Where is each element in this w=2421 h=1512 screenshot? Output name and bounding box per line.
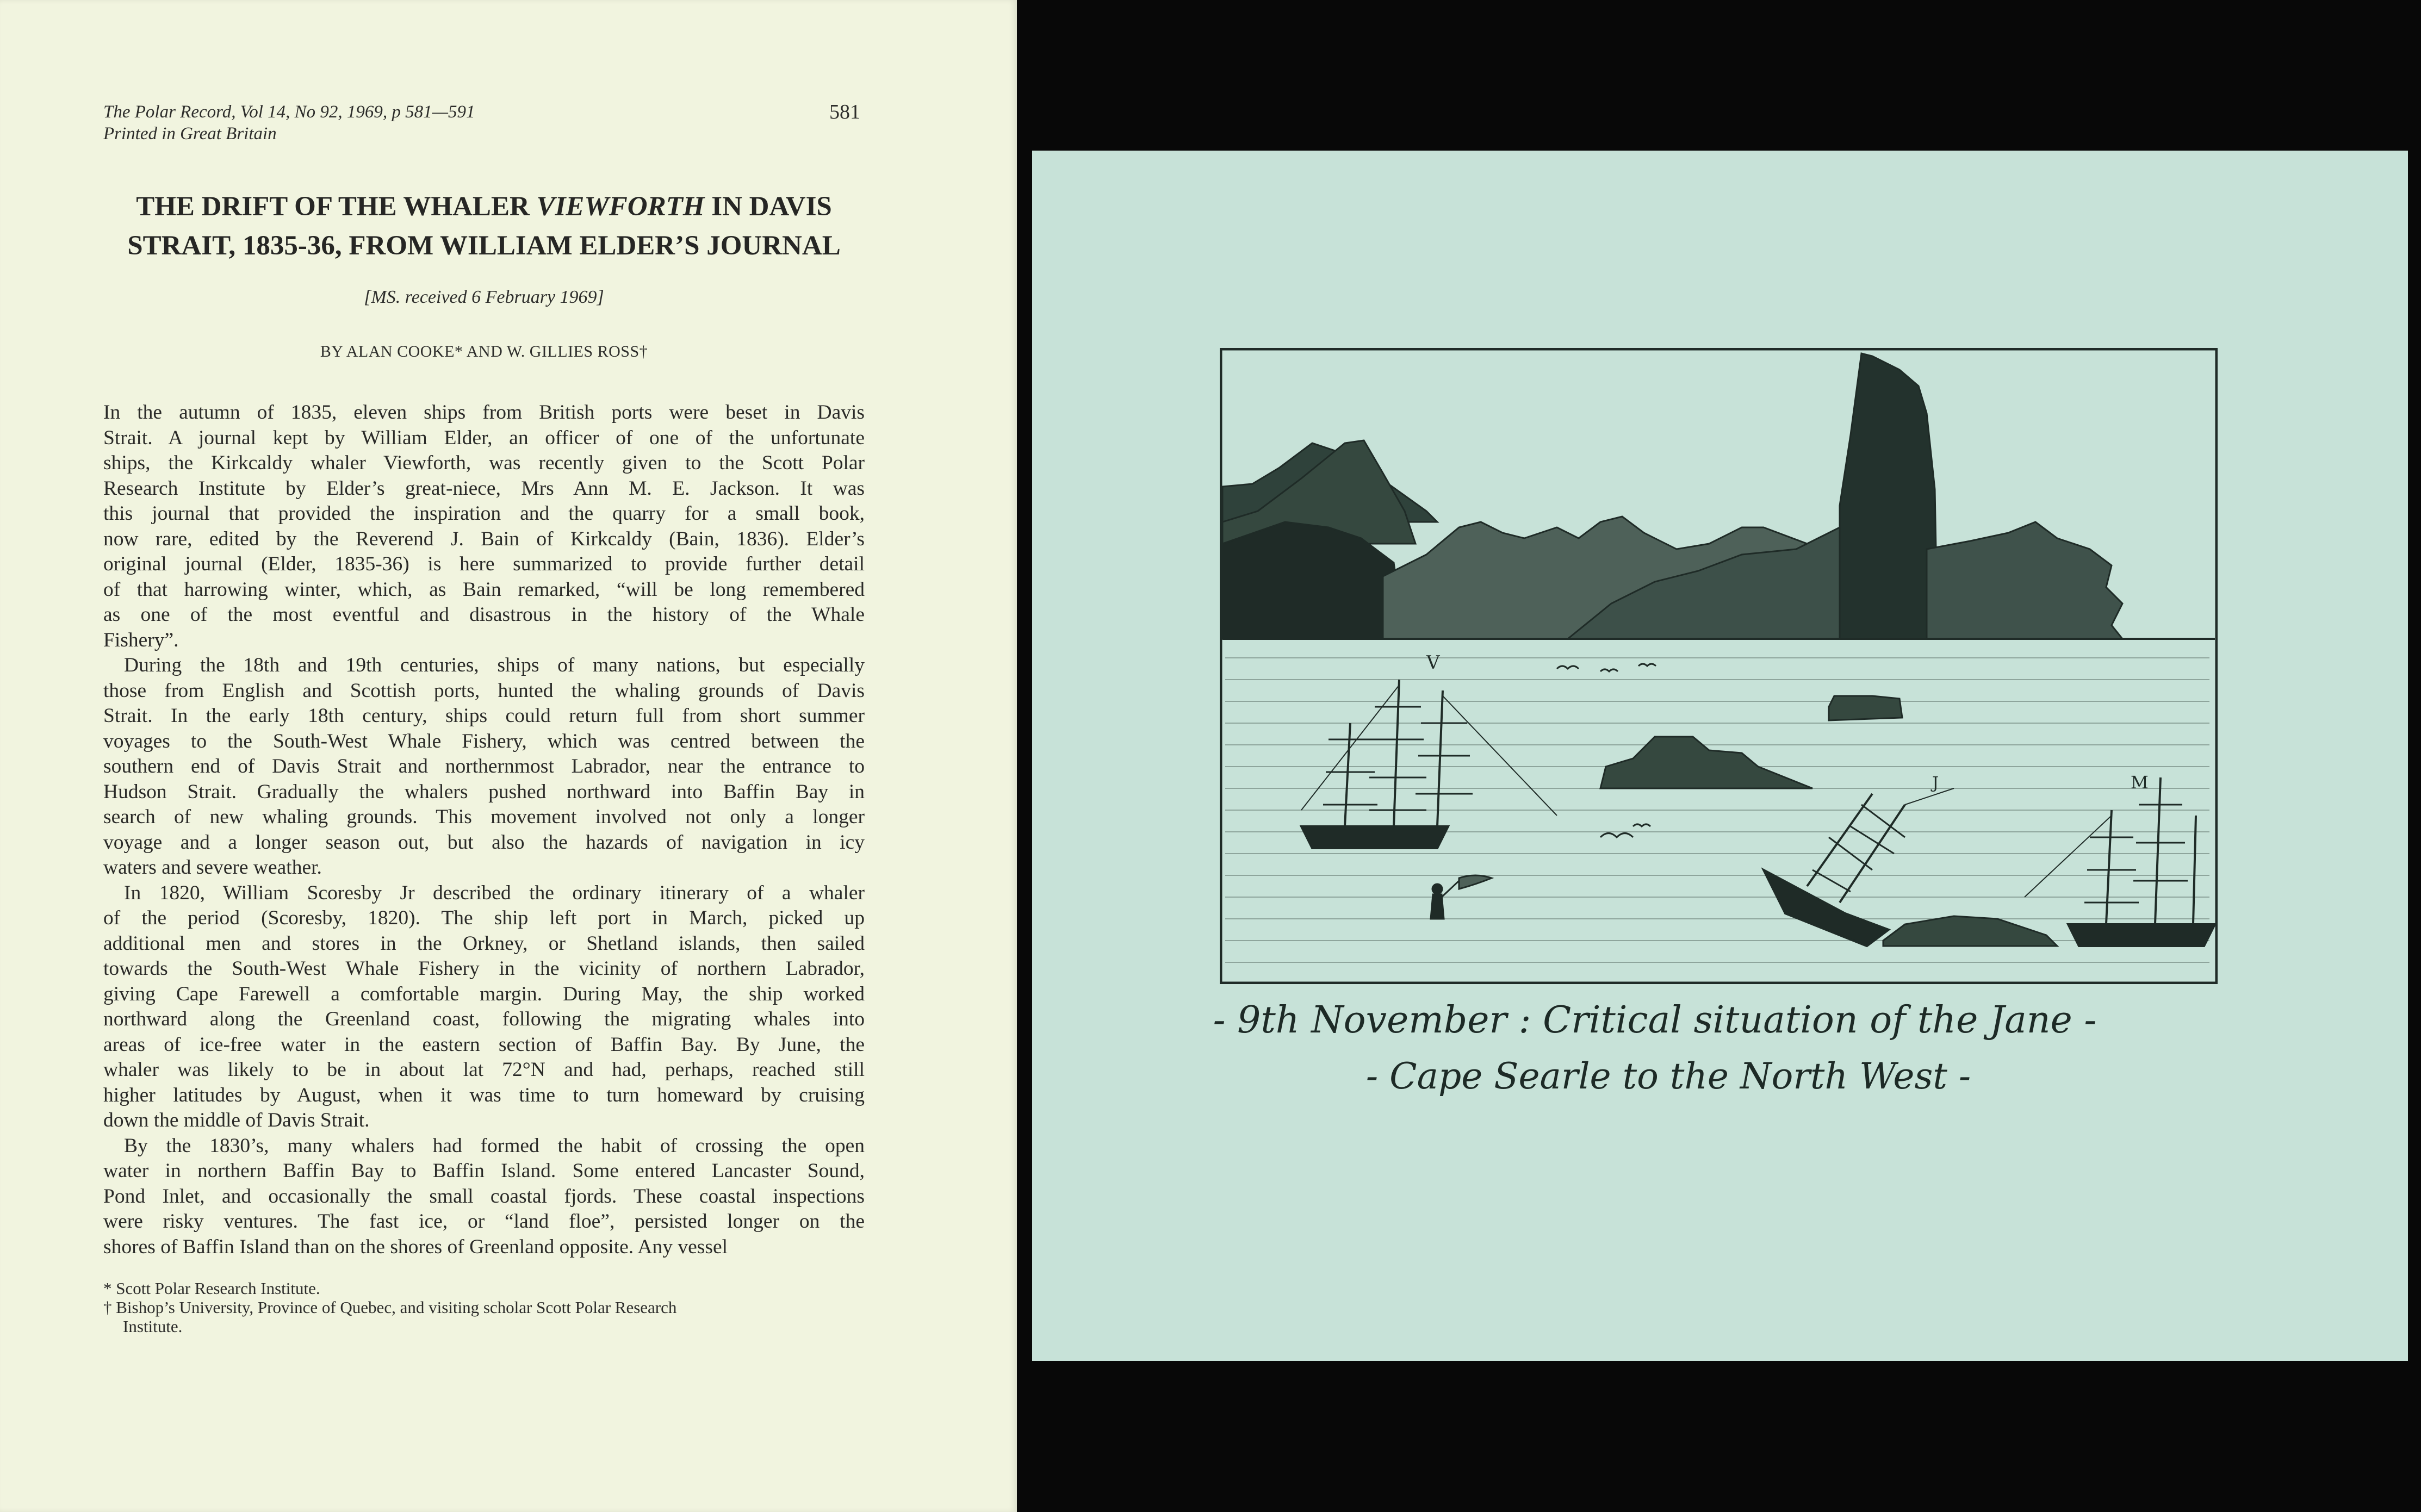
body-line: of the period (Scoresby, 1820). The ship left port in March, picked up [103,907,865,929]
received-date-text: [MS. received 6 February 1969] [364,287,604,307]
journal-reference-line-2: Printed in Great Britain [103,124,277,144]
illustration-page [1032,151,2408,1361]
footnote-1: * Scott Polar Research Institute. [103,1279,320,1298]
body-line: this journal that provided the inspiration and the quarry for a small book, [103,502,865,525]
footnotes [103,1279,865,1336]
body-line: were risky ventures. The fast ice, or “land floe”, persisted longer on the [103,1210,865,1233]
body-line: towards the South-West Whale Fishery in the vicinity of northern Labrador, [103,957,865,980]
body-line: now rare, edited by the Reverend J. Bain of Kirkcaldy (Bain, 1836). Elder’s [103,527,865,550]
mountain-range [1222,353,2122,639]
title-text-a: THE DRIFT OF THE WHALER [136,191,537,222]
body-line: Strait. In the early 18th century, ships could return full from short summer [103,705,865,727]
body-line: higher latitudes by August, when it was time to turn homeward by cruising [103,1084,865,1106]
iceberg-small [1829,696,1902,720]
whaler-sketch [1220,348,2218,984]
body-line: voyage and a longer season out, but also the hazards of navigation in icy [103,831,865,854]
received-date [103,287,865,308]
body-line: those from English and Scottish ports, hunted the whaling grounds of Davis [103,679,865,702]
body-line: Hudson Strait. Gradually the whalers pushed northward into Baffin Bay in [103,780,865,803]
article-page [0,0,1017,1512]
ship-label-j: J [1932,774,1939,793]
ship-label-m: M [2131,772,2149,793]
body-line: Fishery”. [103,629,179,651]
author-line: BY ALAN COOKE* AND W. GILLIES ROSS† [320,343,648,360]
footnote-2-continuation: Institute. [123,1317,183,1336]
ship-label-v: V [1426,652,1440,674]
body-line: of that harrowing winter, which, as Bain remarked, “will be long remembered [103,578,865,601]
body-line: voyages to the South-West Whale Fishery, which was centred between the [103,730,865,752]
journal-reference-line-1: The Polar Record, Vol 14, No 92, 1969, p 581—591 [103,102,475,122]
article-body [103,400,865,1260]
caption-line-1: - 9th November : Critical situation of the Jane - [1213,999,2097,1042]
footnote-2: † Bishop’s University, Province of Quebec, and visiting scholar Scott Polar Research [103,1298,677,1317]
caption-line-2: - Cape Searle to the North West - [1365,1055,1971,1097]
iceberg-floe [1883,916,2057,946]
body-line: original journal (Elder, 1835-36) is here summarized to provide further detail [103,553,865,575]
body-line: down the middle of Davis Strait. [103,1109,370,1131]
page-number: 581 [829,101,860,123]
body-line: as one of the most eventful and disastrous in the history of the Whale [103,603,865,626]
body-line: Strait. A journal kept by William Elder, an officer of one of the unfortunate [103,426,865,449]
body-line: waters and severe weather. [103,856,322,879]
body-line: northward along the Greenland coast, following the migrating whales into [103,1008,865,1030]
sketch-frame [1221,349,2217,983]
body-line: Research Institute by Elder’s great-niece, Mrs Ann M. E. Jackson. It was [103,477,865,500]
body-line: During the 18th and 19th centuries, ships of many nations, but especially [124,654,865,676]
body-line: water in northern Baffin Bay to Baffin Island. Some entered Lancaster Sound, [103,1160,865,1182]
body-line: In 1820, William Scoresby Jr described the ordinary itinerary of a whaler [124,881,865,904]
body-line: By the 1830’s, many whalers had formed the habit of crossing the open [124,1134,865,1157]
title-text-b: IN DAVIS [704,191,832,222]
body-line: Pond Inlet, and occasionally the small coastal fjords. These coastal inspections [103,1185,865,1208]
body-line: search of new whaling grounds. This movement involved not only a longer [103,806,865,828]
body-line: whaler was likely to be in about lat 72°N and had, perhaps, reached still [103,1059,865,1081]
body-line: southern end of Davis Strait and northernmost Labrador, near the entrance to [103,755,865,777]
body-line: ships, the Kirkcaldy whaler Viewforth, was recently given to the Scott Polar [103,452,865,474]
body-line: areas of ice-free water in the eastern section of Baffin Bay. By June, the [103,1033,865,1056]
article-title [103,187,865,265]
journal-reference [103,101,475,145]
article-title-line-1 [103,187,865,226]
title-ship-name: VIEWFORTH [536,191,705,222]
article-title-line-2: STRAIT, 1835-36, FROM WILLIAM ELDER’S JOURNAL [127,231,841,261]
body-line: giving Cape Farewell a comfortable margin. During May, the ship worked [103,982,865,1005]
body-line: additional men and stores in the Orkney, or Shetland islands, then sailed [103,932,865,955]
body-line: shores of Baffin Island than on the shores of Greenland opposite. Any vessel [103,1235,728,1258]
ship-viewforth [1301,680,1557,848]
ship-third [2025,777,2215,946]
body-line: In the autumn of 1835, eleven ships from British ports were beset in Davis [103,401,865,424]
